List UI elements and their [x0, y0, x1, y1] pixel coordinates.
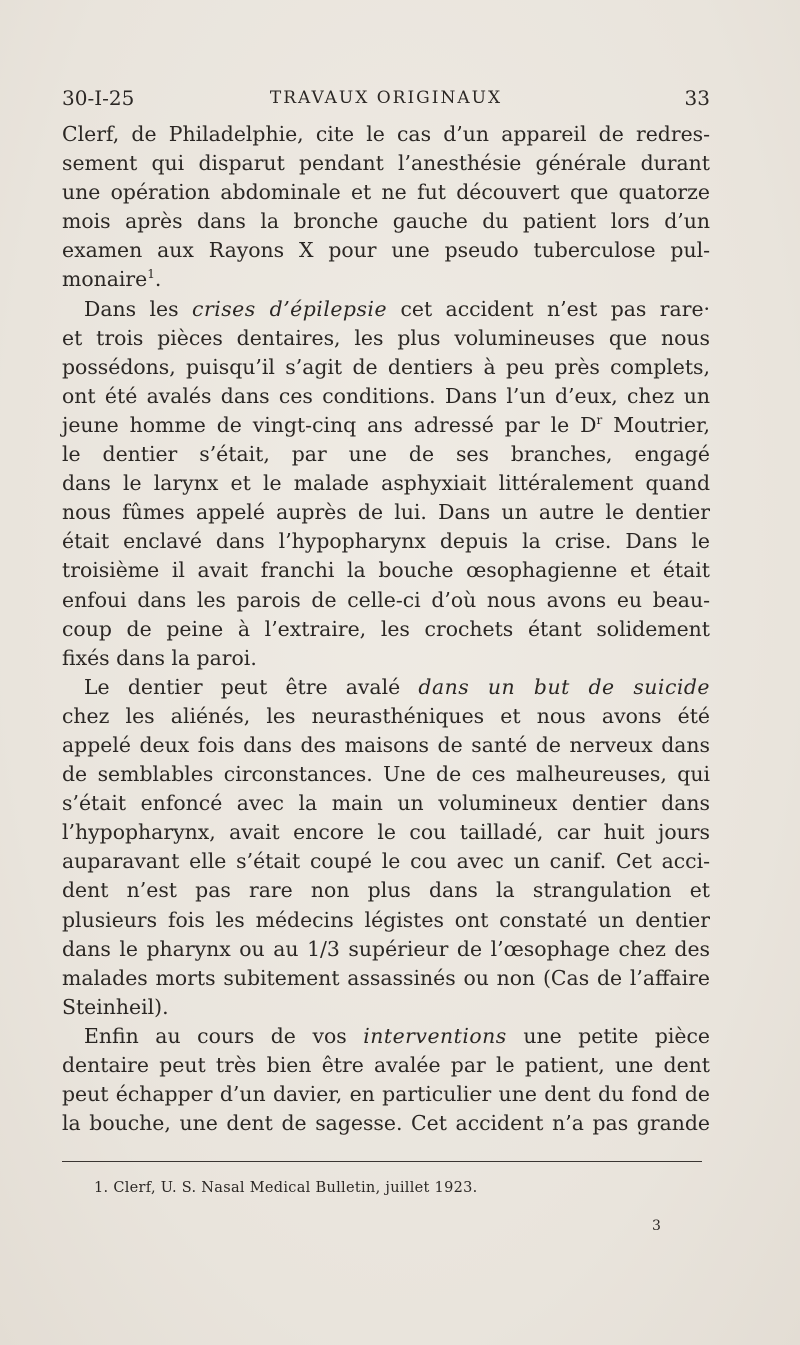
text-line: une opération abdominale et ne fut découvert que quatorze — [62, 180, 710, 205]
text-line: enfoui dans les parois de celle-ci d’où nous avons eu beau- — [62, 587, 710, 612]
footnote-divider — [62, 1161, 702, 1162]
text-line: la bouche, une dent de sagesse. Cet accident n’a pas grande — [62, 1111, 710, 1136]
text-line: de semblables circonstances. Une de ces malheureuses, qui — [62, 762, 710, 787]
text-line: dans le pharynx ou au 1/3 supérieur de l’œsophage chez des — [62, 936, 710, 961]
text-line: s’était enfoncé avec la main un volumineux dentier dans — [62, 791, 710, 816]
footnote: 1. Clerf, U. S. Nasal Medical Bulletin, juillet 1923. — [94, 1180, 478, 1196]
text-line: le dentier s’était, par une de ses branches, engagé — [62, 442, 710, 467]
text-line: nous fûmes appelé auprès de lui. Dans un autre le dentier — [62, 500, 710, 525]
emphasis-suicide: dans un but de suicide — [418, 674, 710, 699]
paragraph-3 — [62, 673, 710, 1022]
text-line: dent n’est pas rare non plus dans la strangulation et — [62, 878, 710, 903]
text-segment: une petite pièce — [523, 1023, 710, 1048]
dr-superscript: r — [596, 413, 603, 428]
text-segment: Le dentier peut être avalé — [84, 674, 401, 699]
signature-mark: 3 — [652, 1218, 661, 1234]
header-title: TRAVAUX ORIGINAUX — [269, 88, 503, 108]
text-line — [62, 1022, 710, 1051]
header-date: 30-I-25 — [62, 86, 135, 110]
text-line: et trois pièces dentaires, les plus volumineuses que nous — [62, 325, 710, 350]
text-line: possédons, puisqu’il s’agit de dentiers à peu près complets, — [62, 354, 710, 379]
text-segment: jeune homme de vingt-cinq ans adressé par le D — [62, 412, 597, 437]
text-line: sement qui disparut pendant l’anesthésie générale durant — [62, 151, 710, 176]
text-line: monaire$^1$. — [62, 267, 162, 292]
text-line: appelé deux fois dans des maisons de santé de nerveux dans — [62, 732, 710, 757]
body-text — [62, 120, 710, 1138]
text-line: auparavant elle s’était coupé le cou avec un canif. Cet acci- — [62, 849, 710, 874]
text-line: dentaire peut très bien être avalée par le patient, une dent — [62, 1053, 710, 1077]
text-segment: cet accident n’est pas rare· — [400, 296, 711, 321]
text-segment: Dans les — [84, 296, 179, 321]
text-segment: Enfin au cours de vos — [84, 1023, 347, 1048]
text-line: malades morts subitement assassinés ou non (Cas de l’affaire — [62, 965, 710, 990]
text-line: Steinheil). — [62, 994, 169, 1019]
text-line — [62, 411, 710, 440]
emphasis-interventions: interventions — [363, 1023, 507, 1048]
running-header — [62, 86, 710, 114]
text-line — [62, 673, 710, 702]
text-line: ont été avalés dans ces conditions. Dans l’un d’eux, chez un — [62, 383, 710, 408]
text-segment: monaire — [62, 267, 148, 292]
text-line: examen aux Rayons X pour une pseudo tuberculose pul- — [62, 238, 710, 263]
paragraph-1 — [62, 120, 710, 295]
text-line: était enclavé dans l’hypopharynx depuis la crise. Dans le — [62, 529, 710, 554]
text-segment: Moutrier, — [613, 412, 710, 437]
text-line: dans le larynx et le malade asphyxiait littéralement quand — [62, 471, 710, 496]
text-line: Clerf, de Philadelphie, cite le cas d’un appareil de redres- — [62, 122, 710, 146]
text-line: fixés dans la paroi. — [62, 645, 257, 670]
paragraph-4 — [62, 1022, 710, 1138]
text-line: troisième il avait franchi la bouche œsophagienne et était — [62, 558, 710, 583]
emphasis-crises: crises d’épilepsie — [192, 296, 388, 321]
text-line: coup de peine à l’extraire, les crochets étant solidement — [62, 616, 710, 641]
text-line: chez les aliénés, les neurasthéniques et nous avons été — [62, 703, 710, 728]
page-number: 33 — [684, 86, 710, 110]
paragraph-2 — [62, 295, 710, 673]
footnote-reference: 1 — [147, 267, 155, 282]
text-line: peut échapper d’un davier, en particulier une dent du fond de — [62, 1082, 710, 1107]
text-line: l’hypopharynx, avait encore le cou tailladé, car huit jours — [62, 820, 710, 845]
text-line — [62, 295, 710, 324]
text-line: plusieurs fois les médecins légistes ont constaté un dentier — [62, 907, 710, 932]
text-line: mois après dans la bronche gauche du patient lors d’un — [62, 209, 710, 234]
